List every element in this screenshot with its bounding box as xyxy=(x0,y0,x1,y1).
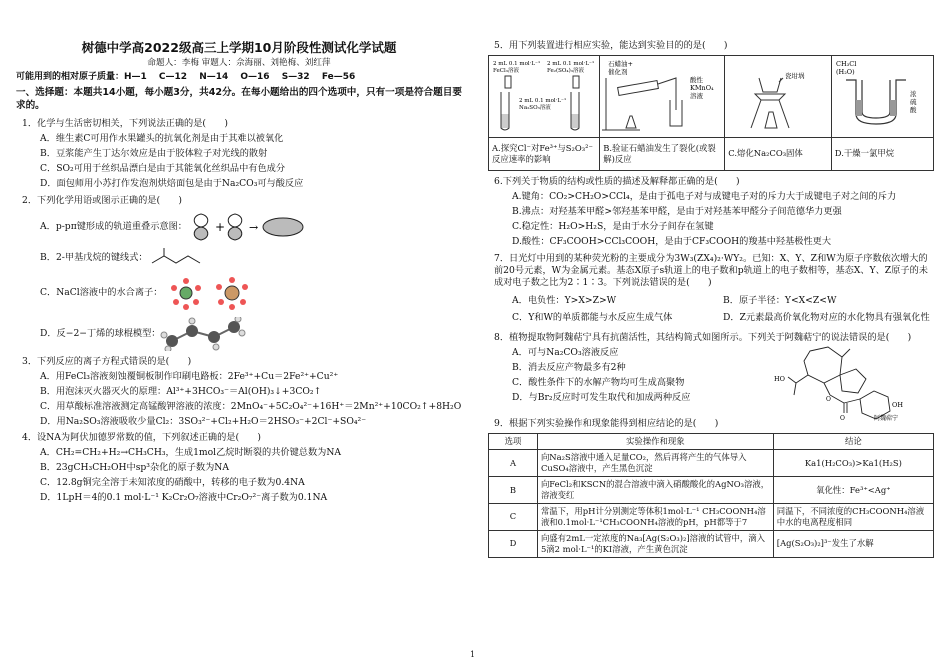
svg-text:Na₂SO₃溶液: Na₂SO₃溶液 xyxy=(519,104,551,111)
q2-option-a xyxy=(40,210,462,244)
q2-option-a-text: A．p-pπ键形成的轨道重叠示意图： xyxy=(40,220,187,232)
svg-text:溶液: 溶液 xyxy=(690,91,704,100)
u-tube-figure xyxy=(832,56,932,134)
q2-stem: 2．下列化学用语或图示正确的是( ) xyxy=(22,194,183,206)
q9-cell-b-label: B xyxy=(489,477,538,504)
q9-cell-d-conclusion: [Ag(S₂O₃)₂]³⁻发生了水解 xyxy=(773,530,933,557)
cracking-apparatus-figure xyxy=(600,56,724,134)
crucible-heating-figure xyxy=(725,56,829,134)
section-heading: 一、选择题：本题共14小题，每小题3分，共42分。在每小题给出的四个选项中，只有一项是符合题目要求的。 xyxy=(16,87,462,112)
svg-text:酸: 酸 xyxy=(909,105,917,114)
q9-cell-a-label: A xyxy=(489,450,538,477)
q7-option-b: B．原子半径：Y<X<Z<W xyxy=(723,294,837,306)
q8-option-a: A．可与Na₂CO₃溶液反应 xyxy=(512,347,619,359)
svg-text:O: O xyxy=(826,396,831,404)
q7-option-a: A．电负性：Y>X>Z>W xyxy=(512,294,617,306)
q3-option-d: D．用Na₂SO₃溶液吸收少量Cl₂：3SO₃²⁻+Cl₂+H₂O＝2HSO₃⁻+2Cl⁻+SO₄²⁻ xyxy=(40,415,367,427)
q9-cell-c-operation: 常温下，用pH计分别测定等体积1mol·L⁻¹ CH₃COONH₄溶液和0.1mol·L⁻¹CH₃COONH₄溶液的pH，pH都等于7 xyxy=(537,503,773,530)
q9-cell-b-conclusion: 氧化性：Fe³⁺<Ag⁺ xyxy=(773,477,933,504)
svg-text:2 mL 0.1 mol·L⁻¹: 2 mL 0.1 mol·L⁻¹ xyxy=(547,60,595,67)
svg-text:2 mL 0.1 mol·L⁻¹: 2 mL 0.1 mol·L⁻¹ xyxy=(519,97,567,104)
table-row xyxy=(489,503,934,530)
svg-text:石蜡油+: 石蜡油+ xyxy=(608,59,634,68)
q1-option-c: C．SO₂可用于丝织品漂白是由于其能氧化丝织品中有色成分 xyxy=(40,162,286,174)
q9-header-option: 选项 xyxy=(489,434,538,450)
p-orbital-overlap-figure xyxy=(187,210,307,244)
q9-header-conclusion: 结论 xyxy=(773,434,933,450)
q9-cell-d-operation: 向盛有2mL一定浓度的Na₃[Ag(S₂O₃)₂]溶液的试管中，滴入5滴2 mol·L⁻¹的KI溶液，产生黄色沉淀 xyxy=(537,530,773,557)
q9-table xyxy=(488,433,934,557)
q5-caption-c: C.熔化Na₂CO₃固体 xyxy=(725,137,832,170)
authors-line: 命题人：李梅 审题人：佘海丽、刘艳梅、刘红萍 xyxy=(147,58,331,69)
q5-caption-b: B.验证石蜡油发生了裂化(或裂解)反应 xyxy=(600,137,725,170)
table-row xyxy=(489,477,934,504)
q7-option-d: D．Z元素最高价氧化物对应的水化物具有强氧化性 xyxy=(723,312,930,324)
q8-option-d: D．与Br₂反应时可发生取代和加成两种反应 xyxy=(512,392,691,404)
q2-option-d xyxy=(40,317,462,351)
q8-stem: 8．植物提取物阿魏萜宁具有抗菌活性，其结构简式如图所示。下列关于阿魏萜宁的说法错误的是( ) xyxy=(494,332,912,344)
skeletal-formula-figure xyxy=(148,247,218,269)
q7-options-row2 xyxy=(512,309,934,327)
q2-option-b-text: B．2-甲基戊烷的键线式： xyxy=(40,251,148,263)
svg-text:OH: OH xyxy=(892,401,903,410)
svg-text:酸性: 酸性 xyxy=(690,75,704,84)
q6-option-b: B.沸点：对羟基苯甲醛>邻羟基苯甲醛，是由于对羟基苯甲醛分子间范德华力更强 xyxy=(512,205,842,217)
page-number: 1 xyxy=(470,650,476,659)
q7-stem: 7．日光灯中用到的某种荧光粉的主要成分为3W₃(ZX₄)₂·WY₂。已知：X、Y、Z和W为原子序数依次增大的前20号元素，W为金属元素。基态X原子s轨道上的电子数和p轨道上的电子数相等，基态X、Y、Z原子的未成对电子数之比为2∶1∶3。下列说法错误的是( ) xyxy=(494,252,928,288)
atomic-masses: 可能用到的相对原子质量：H—1 C—12 N—14 O—16 S—32 Fe—56 xyxy=(16,72,356,83)
svg-text:FeCl₃溶液: FeCl₃溶液 xyxy=(493,67,519,74)
svg-text:阿魏萜宁: 阿魏萜宁 xyxy=(874,415,899,422)
q2-option-c-text: C．NaCl溶液中的水合离子： xyxy=(40,286,163,298)
hydrated-ions-figure xyxy=(162,272,262,314)
q6-stem: 6.下列关于物质的结构或性质的描述及解释都正确的是( ) xyxy=(494,175,740,187)
q5-stem: 5．用下列装置进行相应实验，能达到实验目的的是( ) xyxy=(494,40,728,51)
svg-text:O: O xyxy=(840,415,845,422)
q4-option-b: B．23gCH₃CH₂OH中sp³杂化的原子数为NA xyxy=(40,462,229,474)
q5-img-c xyxy=(725,55,832,137)
q5-caption-d: D.干燥一氯甲烷 xyxy=(831,137,933,170)
q3-stem: 3．下列反应的离子方程式错误的是( ) xyxy=(22,355,192,367)
q9-cell-a-conclusion: Ka1(H₂CO₃)>Ka1(H₂S) xyxy=(773,450,933,477)
q9-stem: 9．根据下列实验操作和现象能得到相应结论的是( ) xyxy=(494,418,719,430)
structure-formula-figure xyxy=(770,343,934,421)
svg-text:→: → xyxy=(248,220,259,234)
svg-text:2 mL 0.1 mol·L⁻¹: 2 mL 0.1 mol·L⁻¹ xyxy=(493,60,541,67)
q3-option-c: C．用草酸标准溶液测定高锰酸钾溶液的浓度：2MnO₄⁻+5C₂O₄²⁻+16H⁺＝2Mn²⁺+10CO₂↑+8H₂O xyxy=(40,400,462,412)
q1-stem: 1．化学与生活密切相关，下列说法正确的是( ) xyxy=(22,117,228,129)
q6-option-d: D.酸性：CF₃COOH>CCl₃COOH，是由于CF₃COOH的羧基中羟基极性更大 xyxy=(512,235,832,247)
q9-cell-d-label: D xyxy=(489,530,538,557)
table-row xyxy=(489,530,934,557)
q4-option-a: A．CH₂=CH₂+H₂→CH₃CH₃，生成1mol乙烷时断裂的共价键总数为NA xyxy=(40,447,342,459)
q4-option-c: C．12.8g铜完全溶于未知浓度的硝酸中，转移的电子数为0.4NA xyxy=(40,477,305,489)
svg-text:+: + xyxy=(214,219,226,234)
q9-cell-c-label: C xyxy=(489,503,538,530)
left-column xyxy=(16,36,462,507)
q2-option-b xyxy=(40,247,462,269)
q2-option-c xyxy=(40,272,462,314)
q8-body xyxy=(488,347,934,422)
q1-option-b: B．豆浆能产生丁达尔效应是由于胶体粒子对光线的散射 xyxy=(40,147,268,159)
svg-text:催化剂: 催化剂 xyxy=(608,67,628,76)
svg-text:(H₂O): (H₂O) xyxy=(835,67,855,76)
q9-header-row xyxy=(489,434,934,450)
svg-text:浓: 浓 xyxy=(909,89,917,98)
exam-title: 树德中学高2022级高三上学期10月阶段性测试化学试题 xyxy=(81,40,397,55)
q8-option-b: B．消去反应产物最多有2种 xyxy=(512,362,626,374)
q8-option-c: C．酸性条件下的水解产物均可生成高聚物 xyxy=(512,377,685,389)
q1-option-a: A．维生素C可用作水果罐头的抗氧化剂是由于其难以被氧化 xyxy=(40,132,284,144)
q5-img-a xyxy=(489,55,600,137)
q7-options-row1 xyxy=(512,292,934,310)
svg-text:KMnO₄: KMnO₄ xyxy=(690,83,714,92)
q3-option-b: B．用泡沫灭火器灭火的原理：Al³⁺+3HCO₃⁻＝Al(OH)₃↓+3CO₂↑ xyxy=(40,385,322,397)
ball-stick-model-figure xyxy=(160,317,250,351)
q4-option-d: D．1LpH＝4的0.1 mol·L⁻¹ K₂Cr₂O₇溶液中Cr₂O₇²⁻离子数为0.1NA xyxy=(40,492,328,504)
svg-text:HO: HO xyxy=(774,375,785,384)
svg-text:硫: 硫 xyxy=(909,97,917,106)
table-row xyxy=(489,450,934,477)
q9-cell-c-conclusion: 同温下，不同浓度的CH₃COONH₄溶液中水的电离程度相同 xyxy=(773,503,933,530)
q1-option-d: D．面包师用小苏打作发泡剂烘焙面包是由于Na₂CO₃可与酸反应 xyxy=(40,177,304,189)
q2-option-d-text: D．反−2−丁烯的球棍模型： xyxy=(40,327,161,339)
q9-header-operation: 实验操作和现象 xyxy=(537,434,773,450)
q9-cell-a-operation: 向Na₂S溶液中通入足量CO₂，然后再将产生的气体导入CuSO₄溶液中，产生黑色沉淀 xyxy=(537,450,773,477)
q5-caption-a: A.探究Cl⁻对Fe³⁺与S₂O₃²⁻反应速率的影响 xyxy=(489,137,600,170)
q9-cell-b-operation: 向FeCl₂和KSCN的混合溶液中滴入硝酸酸化的AgNO₃溶液，溶液变红 xyxy=(537,477,773,504)
svg-text:CH₃Cl: CH₃Cl xyxy=(835,59,857,68)
q4-stem: 4．设NA为阿伏加德罗常数的值，下列叙述正确的是( ) xyxy=(22,432,261,444)
svg-text:瓷坩埚: 瓷坩埚 xyxy=(785,71,805,80)
q5-img-d xyxy=(831,55,933,137)
q5-img-b xyxy=(600,55,725,137)
q7-option-c: C．Y和W的单质都能与水反应生成气体 xyxy=(512,312,673,324)
right-column xyxy=(488,40,934,558)
test-tubes-figure xyxy=(489,56,599,134)
q6-option-a: A.键角：CO₂>CH₂O>CCl₄，是由于孤电子对与成键电子对的斥力大于成键电子对之间的斥力 xyxy=(512,190,897,202)
q3-option-a: A．用FeCl₃溶液刻蚀覆铜板制作印刷电路板：2Fe³⁺+Cu＝2Fe²⁺+Cu²⁺ xyxy=(40,370,339,382)
q6-option-c: C.稳定性：H₂O>H₂S，是由于水分子间存在氢键 xyxy=(512,220,714,232)
svg-text:Fe₂(SO₄)₃溶液: Fe₂(SO₄)₃溶液 xyxy=(547,67,584,74)
q5-apparatus-table xyxy=(488,55,934,171)
